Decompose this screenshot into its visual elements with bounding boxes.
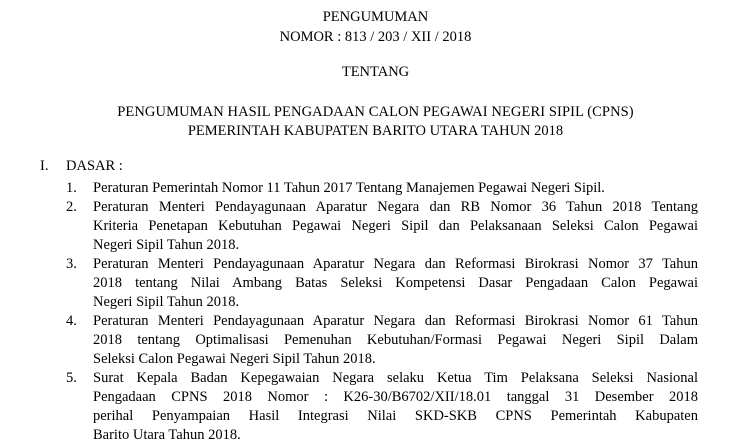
document-title: PENGUMUMAN bbox=[322, 9, 429, 25]
list-item bbox=[66, 369, 698, 445]
about-heading: TENTANG bbox=[341, 64, 410, 80]
list-item-line: Seleksi Calon Pegawai Negeri Sipil Tahun 2018. bbox=[93, 351, 376, 367]
document-number: NOMOR : 813 / 203 / XII / 2018 bbox=[279, 29, 472, 45]
list-item-line: Surat Kepala Badan Kepegawaian Negara selaku Ketua Tim Pelaksana Seleksi Nasional bbox=[93, 370, 698, 386]
list-item-line: Barito Utara Tahun 2018. bbox=[93, 427, 241, 443]
list-item-number: 1. bbox=[66, 180, 77, 196]
list-item bbox=[66, 179, 698, 198]
list-item bbox=[66, 255, 698, 312]
list-item-number: 4. bbox=[66, 313, 77, 329]
list-item-line: Pengadaan CPNS 2018 Nomor : K26-30/B6702/XII/18.01 tanggal 31 Desember 2018 bbox=[93, 389, 698, 405]
list-item-line: perihal Penyampaian Hasil Integrasi Nilai SKD-SKB CPNS Pemerintah Kabupaten bbox=[93, 408, 698, 424]
list-item-line: Peraturan Menteri Pendayagunaan Aparatur Negara dan Reformasi Birokrasi Nomor 37 Tahun bbox=[93, 256, 698, 272]
list-item-line: 2018 tentang Nilai Ambang Batas Seleksi Kompetensi Dasar Pengadaan Calon Pegawai bbox=[93, 275, 698, 291]
list-item-line: Peraturan Menteri Pendayagunaan Aparatur Negara dan Reformasi Birokrasi Nomor 61 Tahun bbox=[93, 313, 698, 329]
list-item-number: 5. bbox=[66, 370, 77, 386]
list-item bbox=[66, 312, 698, 369]
list-item bbox=[66, 198, 698, 255]
section-heading bbox=[40, 158, 123, 175]
list-item-number: 3. bbox=[66, 256, 77, 272]
list-item-line: Kriteria Penetapan Kebutuhan Pegawai Negeri Sipil dan Pelaksanaan Seleksi Calon Pegawai bbox=[93, 218, 698, 234]
list-item-line: 2018 tentang Optimalisasi Pemenuhan Kebutuhan/Formasi Pegawai Negeri Sipil Dalam bbox=[93, 332, 698, 348]
subject-line-1: PENGUMUMAN HASIL PENGADAAN CALON PEGAWAI NEGERI SIPIL (CPNS) bbox=[117, 104, 634, 120]
list-item-line: Peraturan Menteri Pendayagunaan Aparatur Negara dan RB Nomor 36 Tahun 2018 Tentang bbox=[93, 199, 698, 215]
subject-line-2: PEMERINTAH KABUPATEN BARITO UTARA TAHUN 2018 bbox=[187, 123, 564, 139]
legal-basis-list bbox=[66, 179, 698, 445]
list-item-line: Negeri Sipil Tahun 2018. bbox=[93, 294, 240, 310]
section-numeral: I. bbox=[40, 158, 49, 174]
section-title: DASAR : bbox=[66, 158, 123, 174]
list-item-number: 2. bbox=[66, 199, 77, 215]
list-item-line: Negeri Sipil Tahun 2018. bbox=[93, 237, 240, 253]
list-item-line: Peraturan Pemerintah Nomor 11 Tahun 2017 Tentang Manajemen Pegawai Negeri Sipil. bbox=[93, 180, 605, 196]
